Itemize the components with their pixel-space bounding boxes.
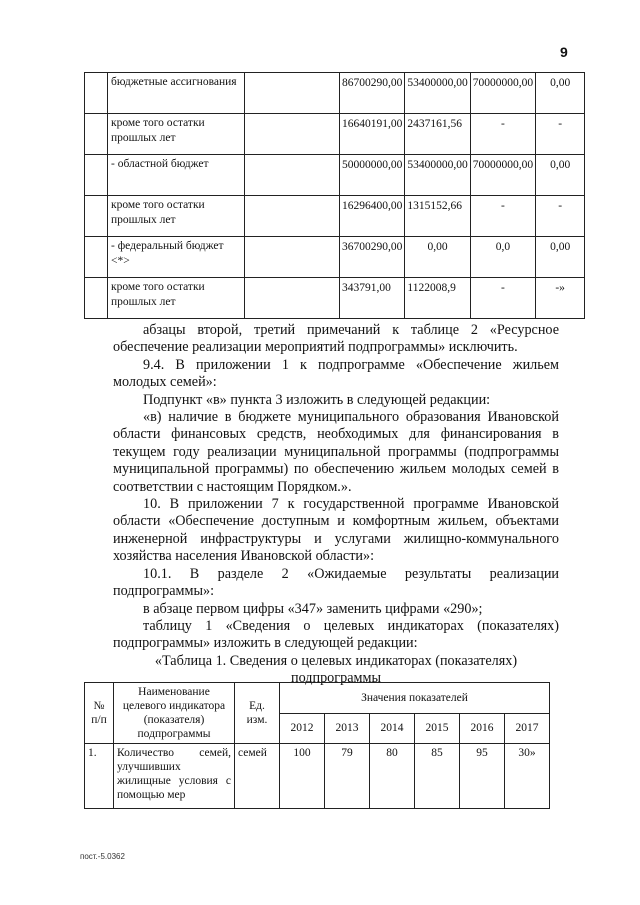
- cell-value: 85: [415, 744, 460, 809]
- page-number: 9: [560, 44, 568, 60]
- cell-empty: [245, 114, 340, 155]
- table-caption: «Таблица 1. Сведения о целевых индикаторах (показателях) подпрограммы: [154, 652, 518, 687]
- paragraph: 10. В приложении 7 к государственной программе Ивановской области «Обеспечение доступным и комфортным жильем, объектами инженерной инфраструктуры и услугами жилищно-коммунального хозяйства населения Ивановской области»:: [113, 496, 559, 565]
- table-row: [85, 73, 585, 114]
- header-year: 2017: [505, 713, 550, 744]
- document-body: [113, 322, 559, 688]
- resource-table: [84, 72, 585, 319]
- cell-spacer: [85, 73, 108, 114]
- cell-value: 100: [280, 744, 325, 809]
- paragraph: «в) наличие в бюджете муниципального образования Ивановской области финансовых средств, необходимых для финансирования в текущем году реализации муниципальной программы (подпрограммы муниципальной программы) по обеспечению жильем молодых семей в соответствии с настоящим Порядком.».: [113, 409, 559, 495]
- cell-value: 16640191,00: [340, 114, 405, 155]
- cell-label: - федеральный бюджет <*>: [108, 237, 245, 278]
- cell-value: -: [536, 196, 585, 237]
- paragraph: абзацы второй, третий примечаний к таблице 2 «Ресурсное обеспечение реализации мероприятий подпрограммы» исключить.: [113, 322, 559, 356]
- cell-label: - областной бюджет: [108, 155, 245, 196]
- cell-value: 16296400,00: [340, 196, 405, 237]
- cell-spacer: [85, 278, 108, 319]
- cell-value: 1122008,9: [405, 278, 470, 319]
- cell-num: 1.: [85, 744, 114, 809]
- table-row: [85, 237, 585, 278]
- cell-value: -: [470, 114, 535, 155]
- cell-value: 1315152,66: [405, 196, 470, 237]
- cell-name: Количество семей, улучшивших жилищные условия с помощью мер: [114, 744, 235, 809]
- paragraph: Подпункт «в» пункта 3 изложить в следующей редакции:: [143, 391, 491, 408]
- table-row: [85, 278, 585, 319]
- cell-value: 30»: [505, 744, 550, 809]
- indicators-table: [84, 682, 550, 809]
- cell-spacer: [85, 196, 108, 237]
- cell-value: 80: [370, 744, 415, 809]
- cell-value: 0,00: [536, 237, 585, 278]
- cell-empty: [245, 196, 340, 237]
- cell-value: -: [536, 114, 585, 155]
- cell-value: 95: [460, 744, 505, 809]
- cell-value: 70000000,00: [470, 73, 535, 114]
- paragraph: в абзаце первом цифры «347» заменить цифрами «290»;: [143, 600, 483, 617]
- cell-value: -: [470, 196, 535, 237]
- cell-unit: семей: [235, 744, 280, 809]
- cell-value: 0,00: [536, 73, 585, 114]
- cell-value: 36700290,00: [340, 237, 405, 278]
- cell-spacer: [85, 155, 108, 196]
- cell-value: 86700290,00: [340, 73, 405, 114]
- header-unit: Ед. изм.: [235, 683, 280, 744]
- cell-empty: [245, 155, 340, 196]
- header-year: 2012: [280, 713, 325, 744]
- paragraph: 9.4. В приложении 1 к подпрограмме «Обеспечение жильем молодых семей»:: [113, 356, 559, 391]
- cell-value: 0,0: [470, 237, 535, 278]
- cell-value: 70000000,00: [470, 155, 535, 196]
- cell-value: -»: [536, 278, 585, 319]
- header-year: 2016: [460, 713, 505, 744]
- header-year: 2014: [370, 713, 415, 744]
- header-name: Наименование целевого индикатора (показателя) подпрограммы: [114, 683, 235, 744]
- cell-value: 53400000,00: [405, 155, 470, 196]
- cell-empty: [245, 73, 340, 114]
- cell-label: бюджетные ассигнования: [108, 73, 245, 114]
- cell-value: 53400000,00: [405, 73, 470, 114]
- cell-value: 50000000,00: [340, 155, 405, 196]
- cell-empty: [245, 237, 340, 278]
- cell-label: кроме того остатки прошлых лет: [108, 114, 245, 155]
- table-row: [85, 196, 585, 237]
- header-values: Значения показателей: [280, 683, 550, 714]
- cell-value: 79: [325, 744, 370, 809]
- cell-value: 0,00: [405, 237, 470, 278]
- header-year: 2013: [325, 713, 370, 744]
- header-year: 2015: [415, 713, 460, 744]
- paragraph: таблицу 1 «Сведения о целевых индикаторах (показателях) подпрограммы» изложить в следующей редакции:: [113, 617, 559, 652]
- header-num: № п/п: [85, 683, 114, 744]
- table-row: [85, 155, 585, 196]
- cell-value: 343791,00: [340, 278, 405, 319]
- cell-label: кроме того остатки прошлых лет: [108, 278, 245, 319]
- cell-spacer: [85, 114, 108, 155]
- cell-value: -: [470, 278, 535, 319]
- cell-empty: [245, 278, 340, 319]
- cell-label: кроме того остатки прошлых лет: [108, 196, 245, 237]
- table-row: [85, 114, 585, 155]
- cell-value: 2437161,56: [405, 114, 470, 155]
- paragraph: 10.1. В разделе 2 «Ожидаемые результаты реализации подпрограммы»:: [113, 565, 559, 600]
- footer-code: пост.-5.0362: [80, 852, 125, 861]
- cell-spacer: [85, 237, 108, 278]
- cell-value: 0,00: [536, 155, 585, 196]
- table-row: [85, 744, 550, 809]
